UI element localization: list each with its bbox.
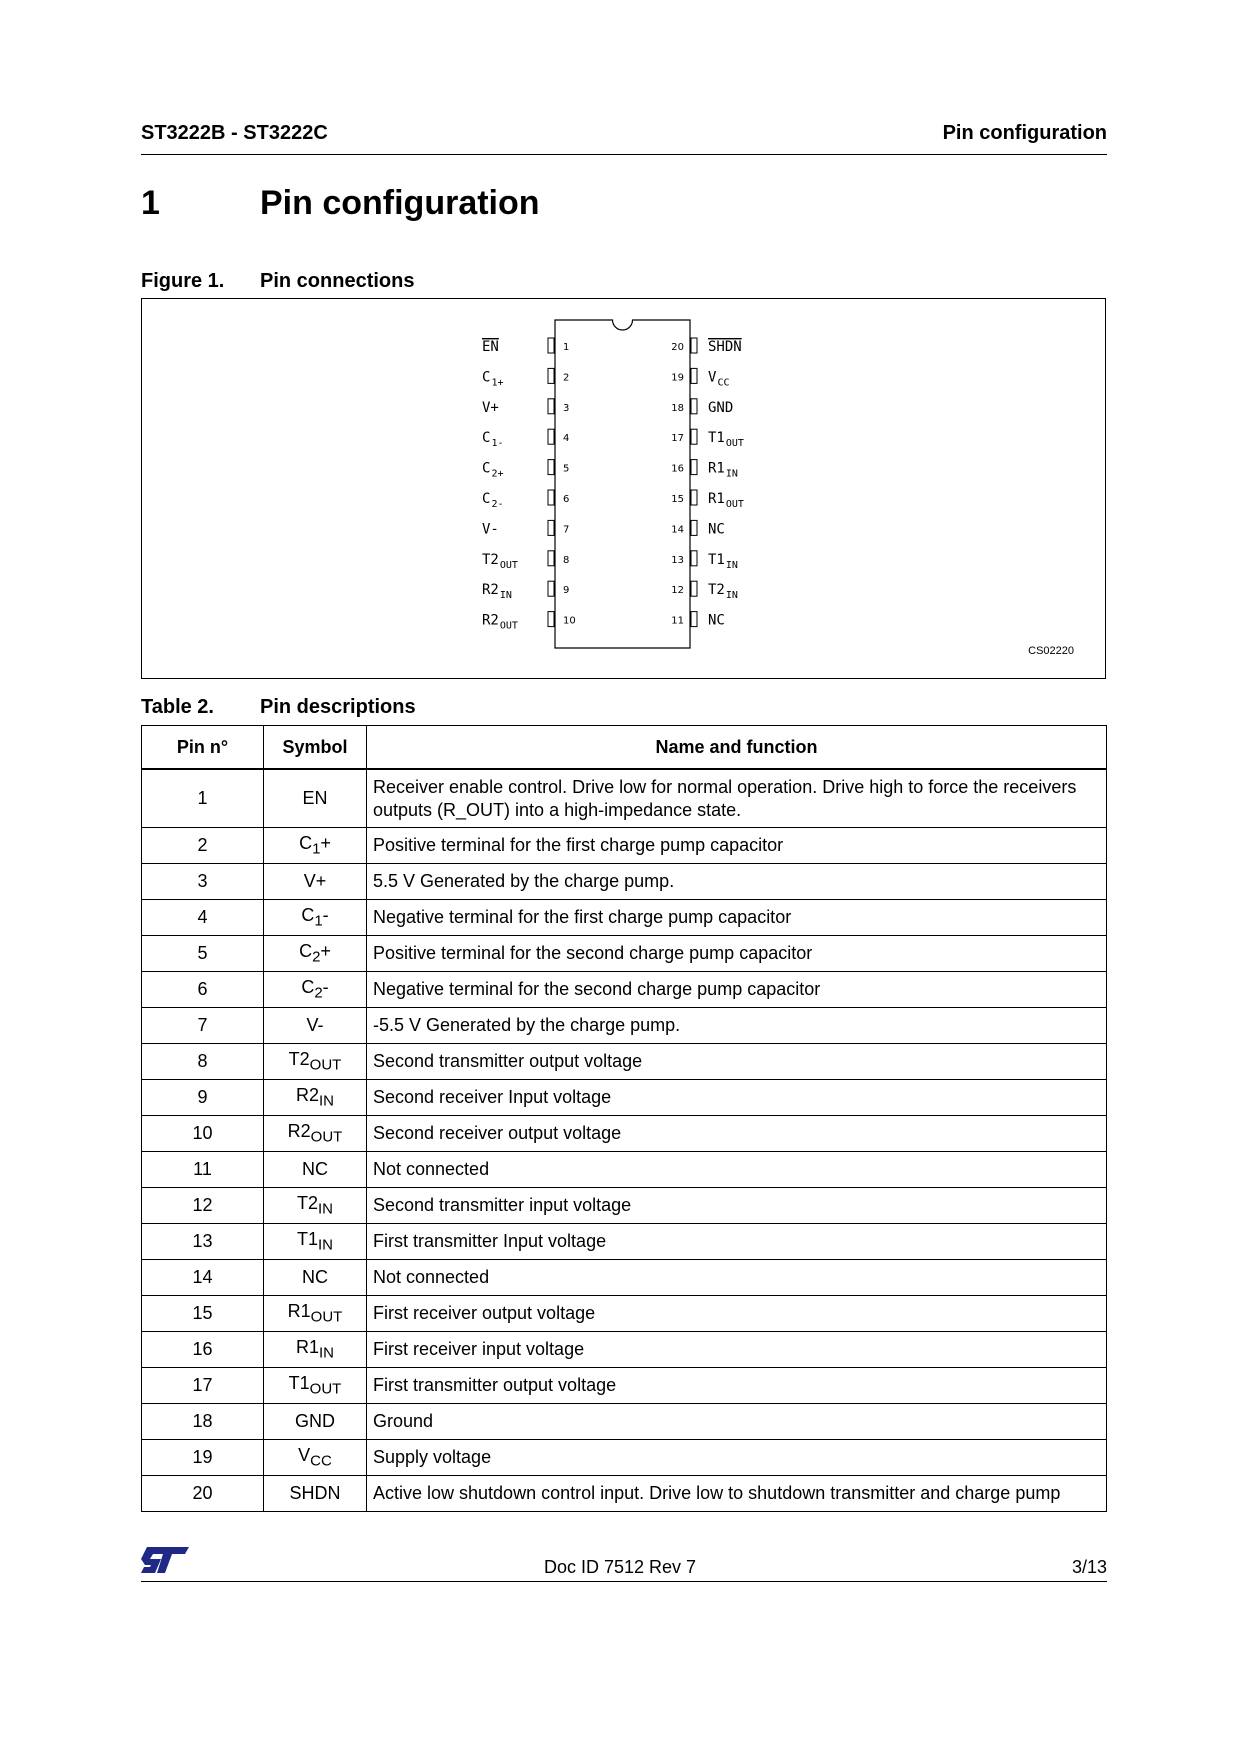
pin-label-left-9 — [482, 613, 518, 632]
pin-label-right-1 — [708, 369, 729, 388]
symbol-cell — [264, 1008, 367, 1044]
symbol-text: GND — [295, 1411, 335, 1431]
table-title: Pin descriptions — [260, 696, 416, 718]
table-row — [142, 1224, 1107, 1260]
description-cell: First receiver input voltage — [367, 1332, 1107, 1368]
symbol-cell — [264, 1260, 367, 1296]
pin-number-cell: 7 — [142, 1008, 264, 1044]
pin-label-name: C — [482, 430, 491, 447]
symbol-cell — [264, 864, 367, 900]
symbol-text: NC — [302, 1159, 328, 1179]
pin-label-name: NC — [708, 521, 725, 538]
symbol-subscript: IN — [318, 1236, 333, 1254]
pin-lead-right — [691, 460, 697, 475]
symbol-text: C — [301, 905, 315, 926]
pin-lead-left — [548, 399, 554, 414]
pin-number-cell: 20 — [142, 1476, 264, 1512]
description-cell: Not connected — [367, 1260, 1107, 1296]
symbol-text: V — [298, 1445, 311, 1466]
pin-label-subscript: CC — [717, 377, 730, 389]
symbol-text: V+ — [303, 871, 327, 891]
pin-number-right: 11 — [671, 615, 684, 627]
table-row — [142, 1296, 1107, 1332]
pin-label-left-5 — [482, 491, 503, 510]
pin-number-cell: 17 — [142, 1368, 264, 1404]
pin-lead-left — [548, 368, 554, 383]
description-cell: Second transmitter output voltage — [367, 1044, 1107, 1080]
pin-number-cell: 18 — [142, 1404, 264, 1440]
symbol-subscript: IN — [319, 1092, 334, 1110]
pin-label-subscript: 1- — [491, 438, 504, 450]
symbol-subscript: 2 — [314, 984, 323, 1002]
table-row — [142, 828, 1107, 864]
pin-label-right-7 — [708, 552, 738, 571]
symbol-text: C — [299, 941, 313, 962]
pin-number-left: 6 — [563, 494, 570, 505]
header-section-title: Pin configuration — [942, 122, 1107, 144]
table-row — [142, 1008, 1107, 1044]
pin-label-name: EN — [482, 339, 499, 355]
table-row — [142, 1440, 1107, 1476]
pin-label-subscript: 2+ — [491, 468, 504, 480]
pin-label-right-6 — [708, 521, 725, 537]
description-cell: Positive terminal for the first charge pump capacitor — [367, 828, 1107, 864]
symbol-text: C — [301, 977, 315, 998]
pin-number-left: 2 — [563, 372, 570, 384]
description-cell: Second receiver output voltage — [367, 1116, 1107, 1152]
description-cell: First transmitter Input voltage — [367, 1224, 1107, 1260]
pin-lead-right — [691, 490, 697, 505]
pin-label-subscript: OUT — [725, 499, 744, 510]
pin-lead-left — [548, 612, 554, 627]
symbol-text: EN — [302, 788, 328, 808]
pin-number-cell: 5 — [142, 936, 264, 972]
symbol-cell — [264, 1296, 367, 1332]
pin-label-subscript: OUT — [725, 438, 744, 450]
pin-label-name: R2 — [482, 582, 499, 599]
symbol-suffix: + — [320, 833, 331, 854]
pin-label-name: T2 — [708, 582, 725, 599]
description-cell: First transmitter output voltage — [367, 1368, 1107, 1404]
pin-label-name: R1 — [708, 460, 725, 477]
description-cell: 5.5 V Generated by the charge pump. — [367, 864, 1107, 900]
section-number: 1 — [141, 184, 160, 222]
pin-number-left: 7 — [563, 524, 570, 536]
table-row — [142, 972, 1107, 1008]
symbol-text: R1 — [295, 1337, 319, 1358]
description-cell: Supply voltage — [367, 1440, 1107, 1476]
pin-diagram — [142, 299, 1107, 680]
symbol-cell — [264, 1440, 367, 1476]
header-name-function: Name and function — [367, 726, 1107, 770]
symbol-subscript: IN — [319, 1344, 334, 1362]
header-pin-number: Pin n° — [142, 726, 264, 770]
pin-label-subscript: IN — [725, 559, 738, 571]
pin-label-right-5 — [708, 491, 744, 510]
symbol-text: V- — [306, 1015, 324, 1035]
symbol-cell — [264, 1044, 367, 1080]
footer-page-number: 3/13 — [1071, 1557, 1107, 1577]
pin-number-left: 10 — [563, 615, 576, 627]
symbol-cell — [264, 769, 367, 828]
description-cell: Negative terminal for the second charge pump capacitor — [367, 972, 1107, 1008]
symbol-suffix: - — [322, 977, 329, 998]
table-row — [142, 1080, 1107, 1116]
symbol-cell — [264, 828, 367, 864]
pin-number-right: 20 — [671, 342, 684, 353]
pin-number-cell: 1 — [142, 769, 264, 828]
symbol-subscript: OUT — [310, 1308, 343, 1326]
pin-number-cell: 3 — [142, 864, 264, 900]
symbol-subscript: CC — [310, 1452, 332, 1470]
pin-label-name: C — [482, 460, 491, 477]
symbol-cell — [264, 900, 367, 936]
pin-number-right: 15 — [671, 494, 684, 505]
pin-label-right-8 — [708, 582, 738, 601]
pin-descriptions-table — [141, 725, 1107, 1512]
pin-lead-left — [548, 551, 554, 566]
table-row — [142, 1332, 1107, 1368]
table-row — [142, 1476, 1107, 1512]
ic-package-body — [555, 320, 690, 648]
pin-number-cell: 8 — [142, 1044, 264, 1080]
table-row — [142, 1188, 1107, 1224]
pin-lead-right — [691, 551, 697, 566]
table-row — [142, 1044, 1107, 1080]
symbol-cell — [264, 1368, 367, 1404]
footer-rule — [141, 1581, 1107, 1582]
pin-label-name: V- — [482, 521, 499, 538]
pin-number-left: 8 — [563, 554, 570, 566]
symbol-suffix: + — [320, 941, 331, 962]
pin-label-name: SHDN — [708, 339, 742, 355]
table-row — [142, 900, 1107, 936]
pin-number-left: 9 — [563, 585, 570, 597]
description-cell: Negative terminal for the first charge pump capacitor — [367, 900, 1107, 936]
symbol-text: R2 — [295, 1085, 319, 1106]
footer-doc-id: Doc ID 7512 Rev 7 — [543, 1557, 697, 1577]
pin-label-right-9 — [708, 613, 725, 629]
pin-number-right: 19 — [671, 372, 684, 384]
symbol-subscript: 2 — [312, 948, 321, 966]
pin-label-subscript: IN — [725, 590, 738, 602]
pin-number-right: 16 — [671, 463, 684, 475]
pin-label-left-4 — [482, 461, 503, 480]
pin-number-right: 18 — [671, 402, 684, 414]
pin-label-right-4 — [708, 461, 738, 480]
symbol-cell — [264, 1476, 367, 1512]
symbol-cell — [264, 1224, 367, 1260]
symbol-text: NC — [302, 1267, 328, 1287]
pin-number-cell: 9 — [142, 1080, 264, 1116]
pin-lead-right — [691, 368, 697, 383]
pin-label-name: V — [708, 369, 717, 386]
pin-number-cell: 15 — [142, 1296, 264, 1332]
pin-number-cell: 11 — [142, 1152, 264, 1188]
description-cell: Not connected — [367, 1152, 1107, 1188]
pin-lead-right — [691, 338, 697, 353]
pin-label-subscript: IN — [499, 590, 512, 602]
table-label: Table 2. — [141, 696, 214, 718]
pin-label-name: R1 — [708, 491, 725, 507]
pin-number-left: 4 — [563, 433, 570, 445]
pin-label-left-6 — [482, 521, 499, 537]
pin-label-name: V+ — [482, 399, 499, 416]
pin-number-left: 3 — [563, 402, 570, 414]
table-row — [142, 936, 1107, 972]
pin-lead-left — [548, 338, 554, 353]
pin-label-subscript: IN — [725, 468, 738, 480]
pin-label-right-3 — [708, 430, 744, 449]
symbol-subscript: OUT — [310, 1128, 343, 1146]
pin-number-right: 17 — [671, 433, 684, 445]
pin-label-left-3 — [482, 430, 503, 449]
pin-lead-right — [691, 612, 697, 627]
pin-lead-right — [691, 520, 697, 535]
table-row — [142, 864, 1107, 900]
pin-lead-left — [548, 460, 554, 475]
pin-label-subscript: 1+ — [491, 377, 504, 389]
pin-label-left-7 — [482, 552, 518, 571]
pin-label-name: R2 — [482, 612, 499, 629]
symbol-subscript: IN — [318, 1200, 333, 1218]
pin-label-name: C — [482, 369, 491, 386]
symbol-cell — [264, 1080, 367, 1116]
pin-lead-left — [548, 520, 554, 535]
symbol-cell — [264, 1332, 367, 1368]
symbol-text: T2 — [296, 1193, 318, 1214]
symbol-cell — [264, 1116, 367, 1152]
pin-number-cell: 2 — [142, 828, 264, 864]
symbol-cell — [264, 972, 367, 1008]
pin-label-name: T1 — [708, 551, 725, 568]
symbol-subscript: 1 — [314, 912, 323, 930]
pin-label-name: C — [482, 491, 491, 507]
pin-label-left-0 — [482, 339, 499, 355]
description-cell: Second transmitter input voltage — [367, 1188, 1107, 1224]
header-rule — [141, 154, 1107, 155]
pin-lead-right — [691, 581, 697, 596]
pin-number-cell: 19 — [142, 1440, 264, 1476]
description-cell: Positive terminal for the second charge pump capacitor — [367, 936, 1107, 972]
pin-number-cell: 12 — [142, 1188, 264, 1224]
pin-label-left-8 — [482, 582, 512, 601]
symbol-cell — [264, 1404, 367, 1440]
pin-number-cell: 6 — [142, 972, 264, 1008]
pin-label-left-2 — [482, 400, 499, 416]
pin-label-subscript: 2- — [491, 499, 504, 510]
header-symbol: Symbol — [264, 726, 367, 770]
pin-number-right: 13 — [671, 554, 684, 566]
symbol-text: T1 — [288, 1373, 310, 1394]
pin-label-name: NC — [708, 612, 725, 629]
symbol-text: T1 — [296, 1229, 318, 1250]
pin-number-cell: 16 — [142, 1332, 264, 1368]
pin-label-name: GND — [708, 399, 734, 416]
symbol-cell — [264, 1152, 367, 1188]
pin-lead-left — [548, 490, 554, 505]
header-doc-title: ST3222B - ST3222C — [141, 122, 328, 144]
description-cell: Ground — [367, 1404, 1107, 1440]
pin-label-name: T2 — [482, 551, 499, 568]
pin-lead-left — [548, 581, 554, 596]
pin-label-subscript: OUT — [499, 620, 518, 632]
table-row — [142, 1260, 1107, 1296]
description-cell: Active low shutdown control input. Drive low to shutdown transmitter and charge pump — [367, 1476, 1107, 1512]
table-row — [142, 1152, 1107, 1188]
pin-label-subscript: OUT — [499, 559, 518, 571]
description-cell: First receiver output voltage — [367, 1296, 1107, 1332]
pin-number-cell: 14 — [142, 1260, 264, 1296]
pin-lead-left — [548, 429, 554, 444]
table-row — [142, 1116, 1107, 1152]
description-cell: -5.5 V Generated by the charge pump. — [367, 1008, 1107, 1044]
symbol-subscript: 1 — [312, 840, 321, 858]
pin-number-cell: 4 — [142, 900, 264, 936]
pin-label-right-2 — [708, 400, 733, 416]
symbol-text: SHDN — [289, 1483, 341, 1503]
section-title: Pin configuration — [260, 184, 540, 222]
description-cell: Receiver enable control. Drive low for normal operation. Drive high to force the receivers outputs (R_OUT) into a high-impedance state. — [367, 769, 1107, 828]
table-row — [142, 1368, 1107, 1404]
symbol-text: C — [299, 833, 313, 854]
symbol-cell — [264, 936, 367, 972]
figure-title: Pin connections — [260, 270, 415, 292]
figure-code: CS02220 — [1028, 645, 1074, 657]
pin-label-left-1 — [482, 369, 503, 388]
pin-number-cell: 13 — [142, 1224, 264, 1260]
pin-lead-right — [691, 399, 697, 414]
pin-connections-figure — [141, 298, 1106, 679]
symbol-suffix: - — [322, 905, 329, 926]
pin-number-right: 14 — [671, 524, 684, 536]
symbol-text: R1 — [287, 1301, 311, 1322]
symbol-subscript: OUT — [309, 1380, 342, 1398]
pin-number-left: 1 — [563, 342, 570, 353]
symbol-subscript: OUT — [309, 1056, 342, 1074]
pin-number-right: 12 — [671, 585, 684, 597]
pin-label-right-0 — [708, 339, 742, 355]
table-row — [142, 1404, 1107, 1440]
symbol-text: T2 — [288, 1049, 310, 1070]
pin-number-cell: 10 — [142, 1116, 264, 1152]
description-cell: Second receiver Input voltage — [367, 1080, 1107, 1116]
pin-label-name: T1 — [708, 430, 725, 447]
pin-lead-right — [691, 429, 697, 444]
symbol-cell — [264, 1188, 367, 1224]
pin-number-left: 5 — [563, 463, 570, 475]
table-header-row — [142, 726, 1107, 770]
symbol-text: R2 — [287, 1121, 311, 1142]
table-row — [142, 769, 1107, 828]
figure-label: Figure 1. — [141, 270, 225, 292]
